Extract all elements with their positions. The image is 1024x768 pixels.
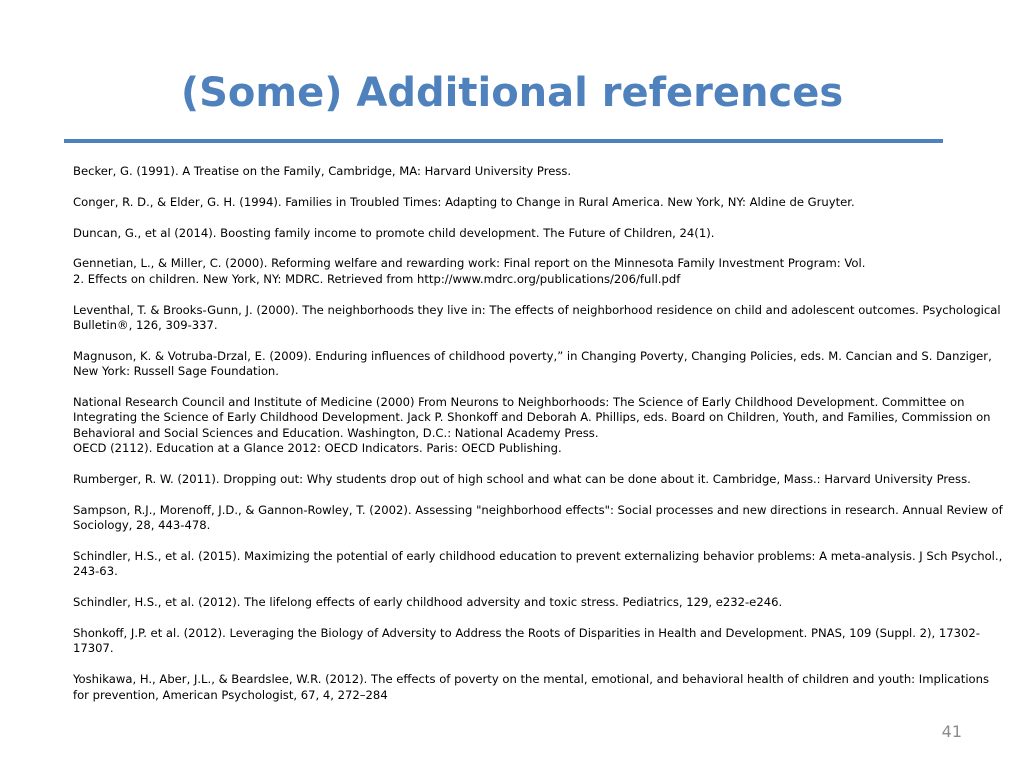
- page-number: 41: [941, 722, 962, 741]
- reference-item: National Research Council and Institute of Medicine (2000) From Neurons to Neighborhoods: The Science of Early Childhood Development. Committee on Integrating the Science of Early Childhood Development. Jack P. Shonkoff and Deborah A. Phillips, eds. Board on Children, Youth, and Families, Commission on Behavioral and Social Sciences and Education. Washington, D.C.: National Academy Press.: [73, 395, 991, 440]
- reference-item: Becker, G. (1991). A Treatise on the Family, Cambridge, MA: Harvard University Press.: [73, 164, 572, 178]
- title-divider: [64, 139, 943, 143]
- reference-item: Schindler, H.S., et al. (2012). The lifelong effects of early childhood adversity and toxic stress. Pediatrics, 129, e232-e246.: [73, 595, 783, 610]
- reference-list: [73, 164, 1005, 703]
- reference-item: Rumberger, R. W. (2011). Dropping out: Why students drop out of high school and what can be done about it. Cambridge, Mass.: Harvard University Press.: [73, 472, 971, 487]
- reference-item: Sampson, R.J., Morenoff, J.D., & Gannon-Rowley, T. (2002). Assessing "neighborhood effects": Social processes and new directions in research. Annual Review of Sociology, 28, 443-478.: [73, 502, 1003, 533]
- reference-item: Duncan, G., et al (2014). Boosting family income to promote child development. The Future of Children, 24(1).: [73, 225, 715, 240]
- reference-item: Yoshikawa, H., Aber, J.L., & Beardslee, W.R. (2012). The effects of poverty on the mental, emotional, and behavioral health of children and youth: Implications for prevention, American Psychologist, 67, 4, 272–284: [73, 672, 990, 702]
- reference-item: Gennetian, L., & Miller, C. (2000). Reforming welfare and rewarding work: Final report on the Minnesota Family Investment Program: Vol. 2. Effects on children. New York, NY: MDRC. Retrieved from http://www.mdrc.org/publications/206/full.pdf: [73, 256, 866, 286]
- reference-item: Leventhal, T. & Brooks-Gunn, J. (2000). The neighborhoods they live in: The effects of neighborhood residence on child and adolescent outcomes. Psychological Bulletin®, 126, 309-337.: [73, 302, 1001, 332]
- reference-item: Conger, R. D., & Elder, G. H. (1994). Families in Troubled Times: Adapting to Change in Rural America. New York, NY: Aldine de Gruyter.: [73, 194, 855, 209]
- reference-item: Shonkoff, J.P. et al. (2012). Leveraging the Biology of Adversity to Address the Roots of Disparities in Health and Development. PNAS, 109 (Suppl. 2), 17302-17307.: [73, 626, 980, 656]
- reference-item: Magnuson, K. & Votruba-Drzal, E. (2009). Enduring influences of childhood poverty,” in Changing Poverty, Changing Policies, eds. M. Cancian and S. Danziger, New York: Russell Sage Foundation.: [73, 348, 992, 379]
- slide-title: (Some) Additional references: [180, 69, 844, 116]
- reference-item: Schindler, H.S., et al. (2015). Maximizing the potential of early childhood education to prevent externalizing behavior problems: A meta-analysis. J Sch Psychol., 243-63.: [73, 549, 1003, 579]
- reference-item: OECD (2112). Education at a Glance 2012: OECD Indicators. Paris: OECD Publishing.: [73, 441, 562, 456]
